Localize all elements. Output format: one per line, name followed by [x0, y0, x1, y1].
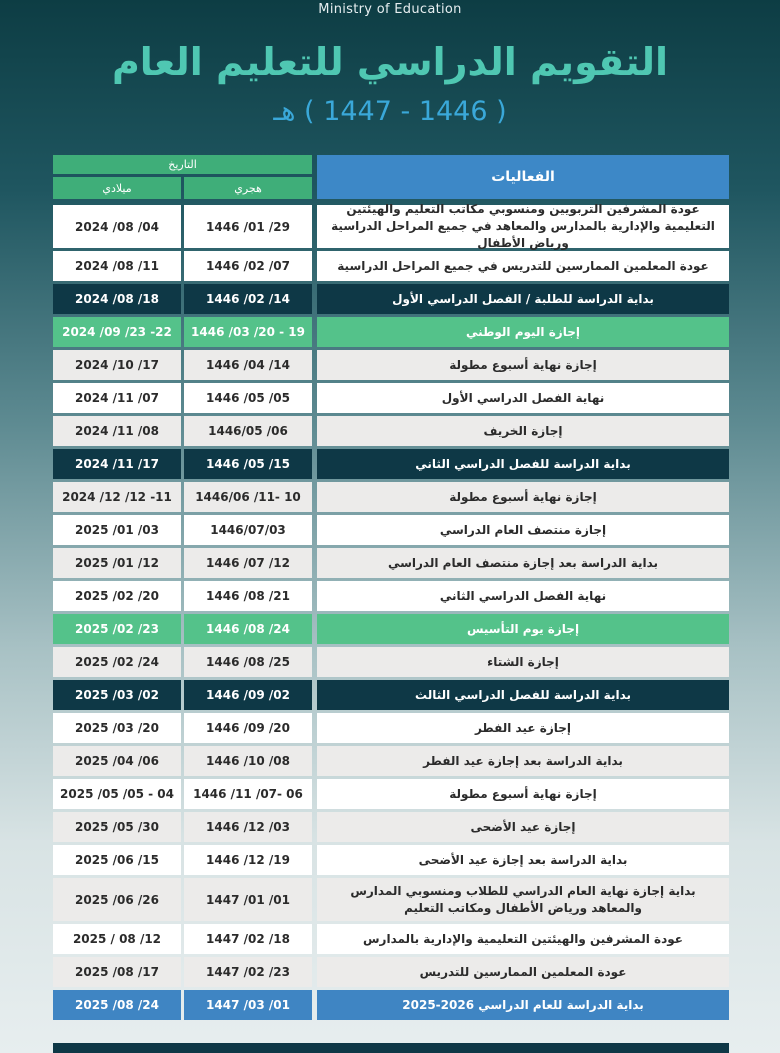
hijri-date: 1446 /02 /07: [184, 251, 312, 281]
hijri-date: 1446 /09 /20: [184, 713, 312, 743]
table-row: [53, 548, 729, 578]
table-row: [53, 515, 729, 545]
table-row: [53, 284, 729, 314]
event-name: بداية إجازة نهاية العام الدراسي للطلاب ومنسوبي المدارس والمعاهد ورياض الأطفال ومكاتب التعليم: [317, 878, 729, 921]
date-column-header: التاريخ: [53, 155, 312, 174]
gregorian-date: 2024 /08 /04: [53, 205, 181, 248]
gregorian-date: 2025 /06 /15: [53, 845, 181, 875]
event-name: عودة المعلمين الممارسين للتدريس: [317, 957, 729, 987]
hijri-date: 1446 /08 /24: [184, 614, 312, 644]
table-row: [53, 251, 729, 281]
hijri-date: 1446 /11 /07- 06: [184, 779, 312, 809]
ministry-label: Ministry of Education: [318, 2, 462, 17]
event-name: إجازة يوم التأسيس: [317, 614, 729, 644]
table-row: [53, 202, 729, 250]
gregorian-date: 2025 / 08 /12: [53, 924, 181, 954]
table-row: [53, 350, 729, 380]
gregorian-date: 2024 /09 /23 -22: [53, 317, 181, 347]
hijri-date: 1446 /12 /03: [184, 812, 312, 842]
page-title: التقويم الدراسي للتعليم العام: [111, 40, 669, 84]
gregorian-date: 2025 /02 /20: [53, 581, 181, 611]
gregorian-date: 2024 /12 /12 -11: [53, 482, 181, 512]
hijri-column-header: هجري: [184, 177, 312, 199]
gregorian-date: 2024 /11 /17: [53, 449, 181, 479]
gregorian-date: 2025 /05 /30: [53, 812, 181, 842]
hijri-date: 1446 /05 /05: [184, 383, 312, 413]
table-row: [53, 317, 729, 347]
hijri-date: 1446 /04 /14: [184, 350, 312, 380]
event-name: عودة المعلمين الممارسين للتدريس في جميع المراحل الدراسية: [317, 251, 729, 281]
gregorian-date: 2024 /08 /11: [53, 251, 181, 281]
hijri-date: 1446 /01 /29: [184, 205, 312, 248]
gregorian-date: 2025 /08 /17: [53, 957, 181, 987]
event-name: بداية الدراسة للفصل الدراسي الثاني: [317, 449, 729, 479]
table-row: [53, 779, 729, 809]
events-column-header: الفعاليات: [317, 155, 729, 199]
gregorian-date: 2025 /03 /20: [53, 713, 181, 743]
gregorian-date: 2024 /10 /17: [53, 350, 181, 380]
event-name: بداية الدراسة بعد إجازة عيد الأضحى: [317, 845, 729, 875]
hijri-date: 1447 /01 /01: [184, 878, 312, 921]
table-row: [53, 713, 729, 743]
event-name: نهاية الفصل الدراسي الأول: [317, 383, 729, 413]
academic-year: ( 1446 - 1447 ) هـ: [273, 96, 507, 127]
event-name: بداية الدراسة للعام الدراسي 2026-2025: [317, 990, 729, 1020]
hijri-date: 1446 /08 /25: [184, 647, 312, 677]
table-row: [53, 482, 729, 512]
event-name: إجازة عيد الأضحى: [317, 812, 729, 842]
event-name: إجازة عيد الفطر: [317, 713, 729, 743]
table-row: [53, 680, 729, 710]
gregorian-date: 2024 /11 /08: [53, 416, 181, 446]
hijri-date: 1446 /08 /21: [184, 581, 312, 611]
hijri-date: 1446/05 /06: [184, 416, 312, 446]
event-name: نهاية الفصل الدراسي الثاني: [317, 581, 729, 611]
gregorian-date: 2024 /08 /18: [53, 284, 181, 314]
event-name: إجازة الشتاء: [317, 647, 729, 677]
event-name: عودة المشرفين التربويين ومنسوبي مكاتب التعليم والهيئتين التعليمية والإدارية بالمدارس والمعاهد في جميع المراحل الدراسية ورياض الأطفال: [317, 205, 729, 248]
hijri-date: 1446/07/03: [184, 515, 312, 545]
event-name: عودة المشرفين والهيئتين التعليمية والإدارية بالمدارس: [317, 924, 729, 954]
gregorian-date: 2025 /03 /02: [53, 680, 181, 710]
table-row: [53, 449, 729, 479]
event-name: إجازة نهاية أسبوع مطولة: [317, 350, 729, 380]
table-row: [53, 746, 729, 776]
table-header: [53, 155, 729, 199]
gregorian-date: 2025 /02 /23: [53, 614, 181, 644]
gregorian-date: 2025 /01 /03: [53, 515, 181, 545]
calendar-table: [53, 155, 729, 1023]
hijri-date: 1447 /02 /23: [184, 957, 312, 987]
hijri-date: 1446/06 /11- 10: [184, 482, 312, 512]
gregorian-date: 2025 /06 /26: [53, 878, 181, 921]
table-row: [53, 647, 729, 677]
gregorian-date: 2025 /08 /24: [53, 990, 181, 1020]
hijri-date: 1446 /09 /02: [184, 680, 312, 710]
event-name: بداية الدراسة للفصل الدراسي الثالث: [317, 680, 729, 710]
gregorian-date: 2025 /02 /24: [53, 647, 181, 677]
event-name: إجازة اليوم الوطني: [317, 317, 729, 347]
event-name: إجازة نهاية أسبوع مطولة: [317, 482, 729, 512]
hijri-date: 1447 /03 /01: [184, 990, 312, 1020]
table-row: [53, 845, 729, 875]
table-row: [53, 614, 729, 644]
table-row: [53, 957, 729, 987]
hijri-date: 1446 /05 /15: [184, 449, 312, 479]
gregorian-date: 2024 /11 /07: [53, 383, 181, 413]
hijri-date: 1446 /02 /14: [184, 284, 312, 314]
event-name: إجازة منتصف العام الدراسي: [317, 515, 729, 545]
event-name: بداية الدراسة بعد إجازة عيد الفطر: [317, 746, 729, 776]
event-name: إجازة نهاية أسبوع مطولة: [317, 779, 729, 809]
gregorian-date: 2025 /05 /05 - 04: [53, 779, 181, 809]
hijri-date: 1446 /12 /19: [184, 845, 312, 875]
hijri-date: 1446 /10 /08: [184, 746, 312, 776]
gregorian-column-header: ميلادي: [53, 177, 181, 199]
hijri-date: 1446 /07 /12: [184, 548, 312, 578]
event-name: إجازة الخريف: [317, 416, 729, 446]
table-row: [53, 581, 729, 611]
footer-bar: [53, 1043, 729, 1053]
table-row: [53, 924, 729, 954]
table-row: [53, 812, 729, 842]
gregorian-date: 2025 /01 /12: [53, 548, 181, 578]
hijri-date: 1447 /02 /18: [184, 924, 312, 954]
event-name: بداية الدراسة للطلبة / الفصل الدراسي الأول: [317, 284, 729, 314]
table-row: [53, 878, 729, 921]
table-row: [53, 416, 729, 446]
hijri-date: 1446 /03 /20 - 19: [184, 317, 312, 347]
table-row: [53, 383, 729, 413]
gregorian-date: 2025 /04 /06: [53, 746, 181, 776]
table-row: [53, 990, 729, 1020]
event-name: بداية الدراسة بعد إجازة منتصف العام الدراسي: [317, 548, 729, 578]
